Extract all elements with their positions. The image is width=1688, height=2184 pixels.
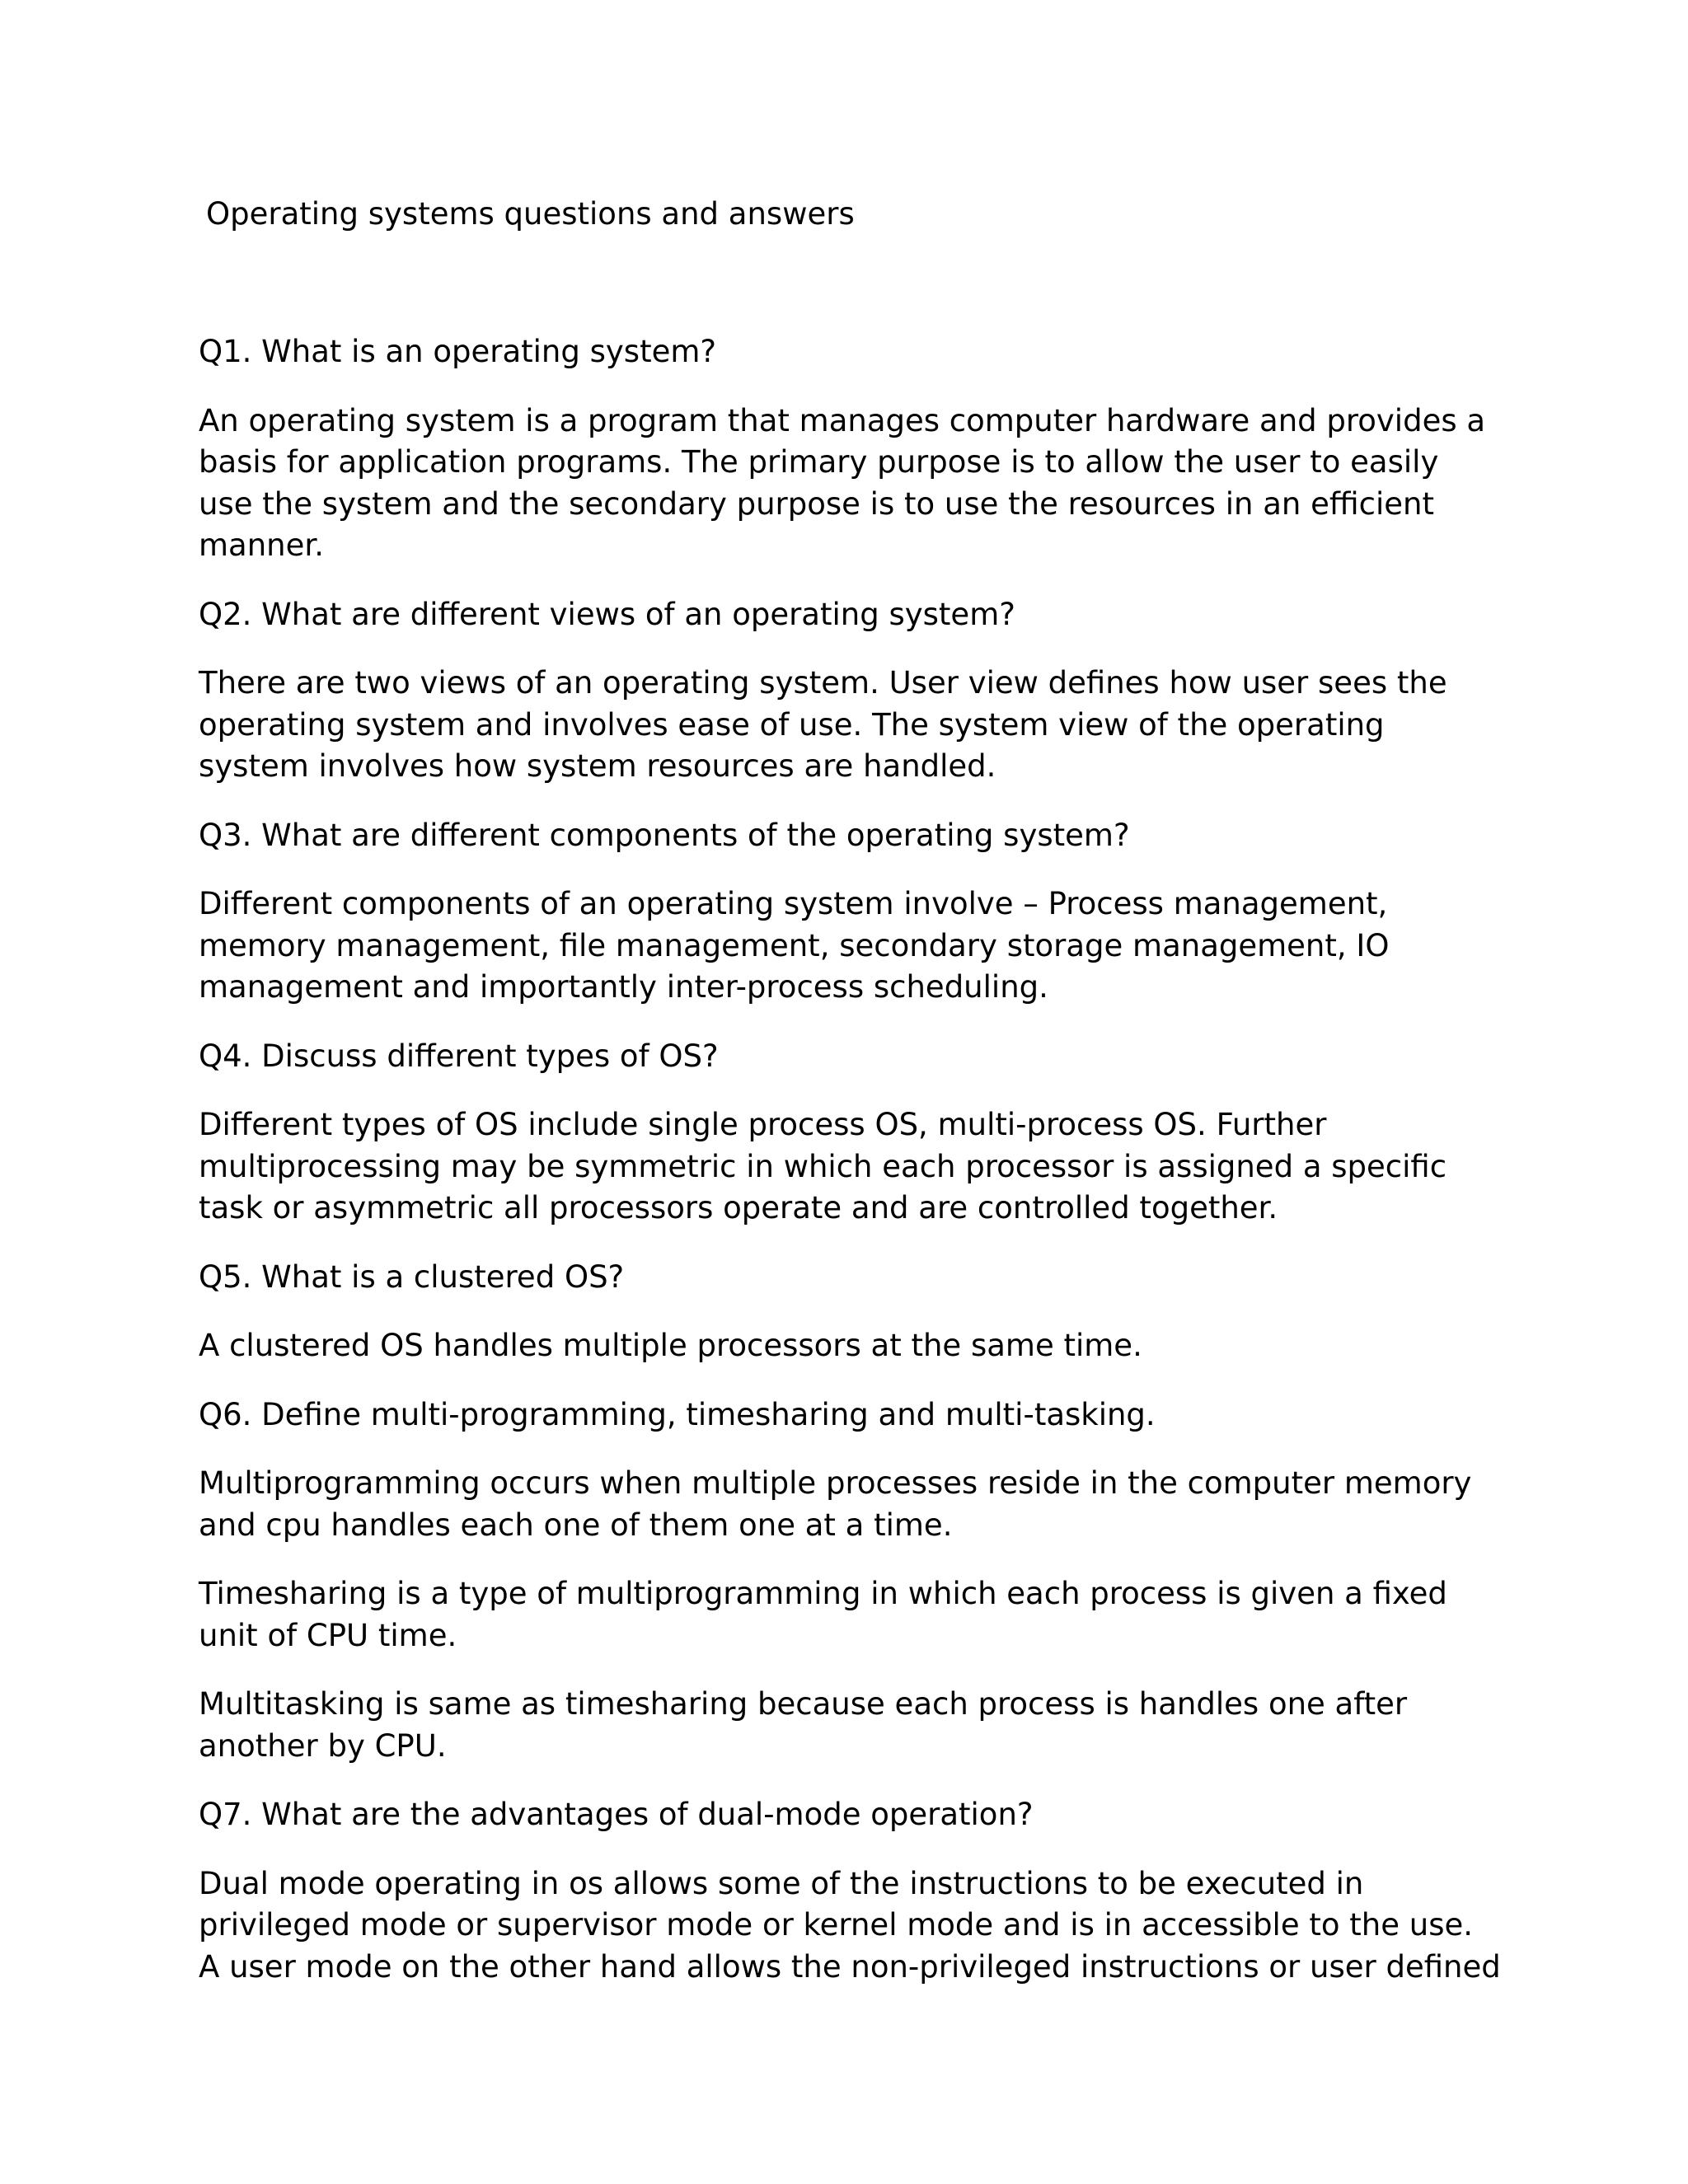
document-title: Operating systems questions and answers [206, 196, 855, 232]
answer-6-multitasking: Multitasking is same as timesharing because each process is handles one after another by CPU. [199, 1686, 1408, 1764]
answer-1: An operating system is a program that manages computer hardware and provides a basis for application programs. The primary purpose is to allow the user to easily use the system and the secondary purpose is to use the resources in an efficient manner. [199, 402, 1486, 563]
answer-3: Different components of an operating system involve – Process management, memory management, file management, secondary storage management, IO management and importantly inter-process scheduling. [199, 886, 1390, 1005]
question-1: Q1. What is an operating system? [199, 334, 717, 369]
answer-5: A clustered OS handles multiple processors at the same time. [199, 1328, 1142, 1363]
question-4: Q4. Discuss different types of OS? [199, 1038, 719, 1074]
question-7: Q7. What are the advantages of dual-mode operation? [199, 1797, 1034, 1832]
question-6: Q6. Define multi-programming, timesharing and multi-tasking. [199, 1396, 1156, 1432]
document-body [199, 331, 1501, 2015]
answer-2: There are two views of an operating system. User view defines how user sees the operating system and involves ease of use. The system view of the operating system involves how system resources are handled. [199, 665, 1447, 784]
answer-6-timesharing: Timesharing is a type of multiprogramming in which each process is given a fixed unit of CPU time. [199, 1576, 1447, 1653]
answer-4: Different types of OS include single process OS, multi-process OS. Further multiprocessing may be symmetric in which each processor is assigned a specific task or asymmetric all processors operate and are controlled together. [199, 1107, 1447, 1226]
answer-6-multiprogramming: Multiprogramming occurs when multiple processes reside in the computer memory and cpu handles each one of them one at a time. [199, 1465, 1472, 1543]
question-2: Q2. What are different views of an operating system? [199, 596, 1015, 632]
answer-7: Dual mode operating in os allows some of the instructions to be executed in privileged mode or supervisor mode or kernel mode and is in accessible to the use. A user mode on the other hand allows the non-privileged instructions or user defined [199, 1865, 1501, 1985]
question-5: Q5. What is a clustered OS? [199, 1258, 625, 1295]
question-3: Q3. What are different components of the operating system? [199, 817, 1130, 853]
